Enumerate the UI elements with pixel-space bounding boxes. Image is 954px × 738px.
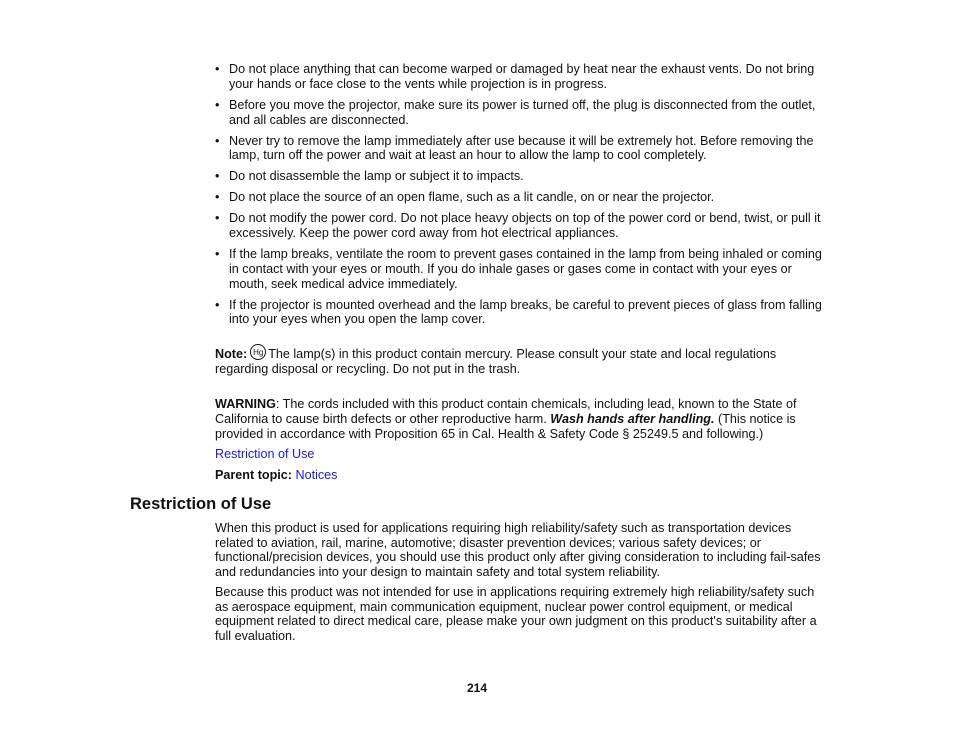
note-text: The lamp(s) in this product contain mercury. Please consult your state and local regulations regarding disposal or recycling. Do not put in the trash. [215, 347, 777, 376]
warning-text: : The cords included with this product contain chemicals, including lead, known to the State of California to cause birth defects or other reproductive harm. [215, 397, 797, 426]
list-item [215, 211, 825, 241]
warning-text-continued: (This notice is provided in accordance with Proposition 65 in Cal. Health & Safety Code § 25249.5 and following.) [215, 411, 796, 441]
bullet-marker: • [215, 211, 220, 226]
parent-topic [215, 468, 337, 482]
warning-emphasis: Wash hands after handling. [550, 411, 715, 426]
bullet-text: Do not place the source of an open flame, such as a lit candle, on or near the projector. [229, 190, 715, 205]
list-item [215, 169, 825, 184]
list-item [215, 98, 825, 128]
bullet-marker: • [215, 190, 220, 205]
parent-topic-label: Parent topic: [215, 468, 292, 482]
bullet-marker: • [215, 297, 220, 312]
bullet-text: If the lamp breaks, ventilate the room to prevent gases contained in the lamp from being inhaled or coming in contact with your eyes or mouth. If you do inhale gases or gases come in contact with your eyes or mouth, seek medical advice immediately. [229, 247, 822, 291]
safety-bullet-list [215, 62, 825, 333]
list-item [215, 247, 825, 291]
restriction-of-use-link[interactable]: Restriction of Use [215, 447, 315, 461]
restriction-paragraph-1: When this product is used for applications requiring high reliability/safety such as transportation devices related to aviation, rail, marine, automotive; disaster prevention devices; various safety devices; or functional/precision devices, you should use this product only after giving consideration to including fail-safes and redundancies into your design to maintain safety and total system reliability. [215, 521, 821, 579]
bullet-marker: • [215, 62, 220, 76]
mercury-note [215, 344, 825, 377]
note-label: Note: [215, 347, 248, 361]
bullet-marker: • [215, 133, 220, 148]
bullet-text: Do not modify the power cord. Do not place heavy objects on top of the power cord or bend, twist, or pull it excessively. Keep the power cord away from hot electrical appliances. [229, 211, 821, 241]
bullet-text: If the projector is mounted overhead and the lamp breaks, be careful to prevent pieces of glass from falling into your eyes when you open the lamp cover. [229, 297, 822, 327]
section-heading: Restriction of Use [130, 495, 272, 513]
mercury-icon: Hg [250, 344, 266, 360]
prop65-warning [215, 397, 827, 441]
list-item [215, 190, 825, 205]
bullet-text: Before you move the projector, make sure its power is turned off, the plug is disconnected from the outlet, and all cables are disconnected. [229, 97, 816, 127]
warning-label: WARNING [215, 397, 276, 411]
bullet-text: Do not place anything that can become warped or damaged by heat near the exhaust vents. Do not bring your hands or face close to the vents while projection is in progress. [229, 62, 815, 91]
list-item [215, 298, 825, 328]
list-item [215, 134, 825, 164]
restriction-paragraph-2: Because this product was not intended for use in applications requiring extremely high reliability/safety such as aerospace equipment, main communication equipment, nuclear power control equipment, or medical equipment related to direct medical care, please make your own judgment on this product's suitability after a full evaluation. [215, 585, 817, 643]
page-number: 214 [466, 681, 488, 695]
bullet-marker: • [215, 247, 220, 262]
bullet-marker: • [215, 169, 220, 184]
notices-link[interactable]: Notices [295, 468, 338, 482]
list-item [215, 62, 825, 92]
bullet-text: Never try to remove the lamp immediately after use because it will be extremely hot. Before removing the lamp, turn off the power and wait at least an hour to allow the lamp to cool completely. [229, 133, 814, 163]
bullet-text: Do not disassemble the lamp or subject it to impacts. [229, 169, 524, 184]
bullet-marker: • [215, 97, 220, 112]
